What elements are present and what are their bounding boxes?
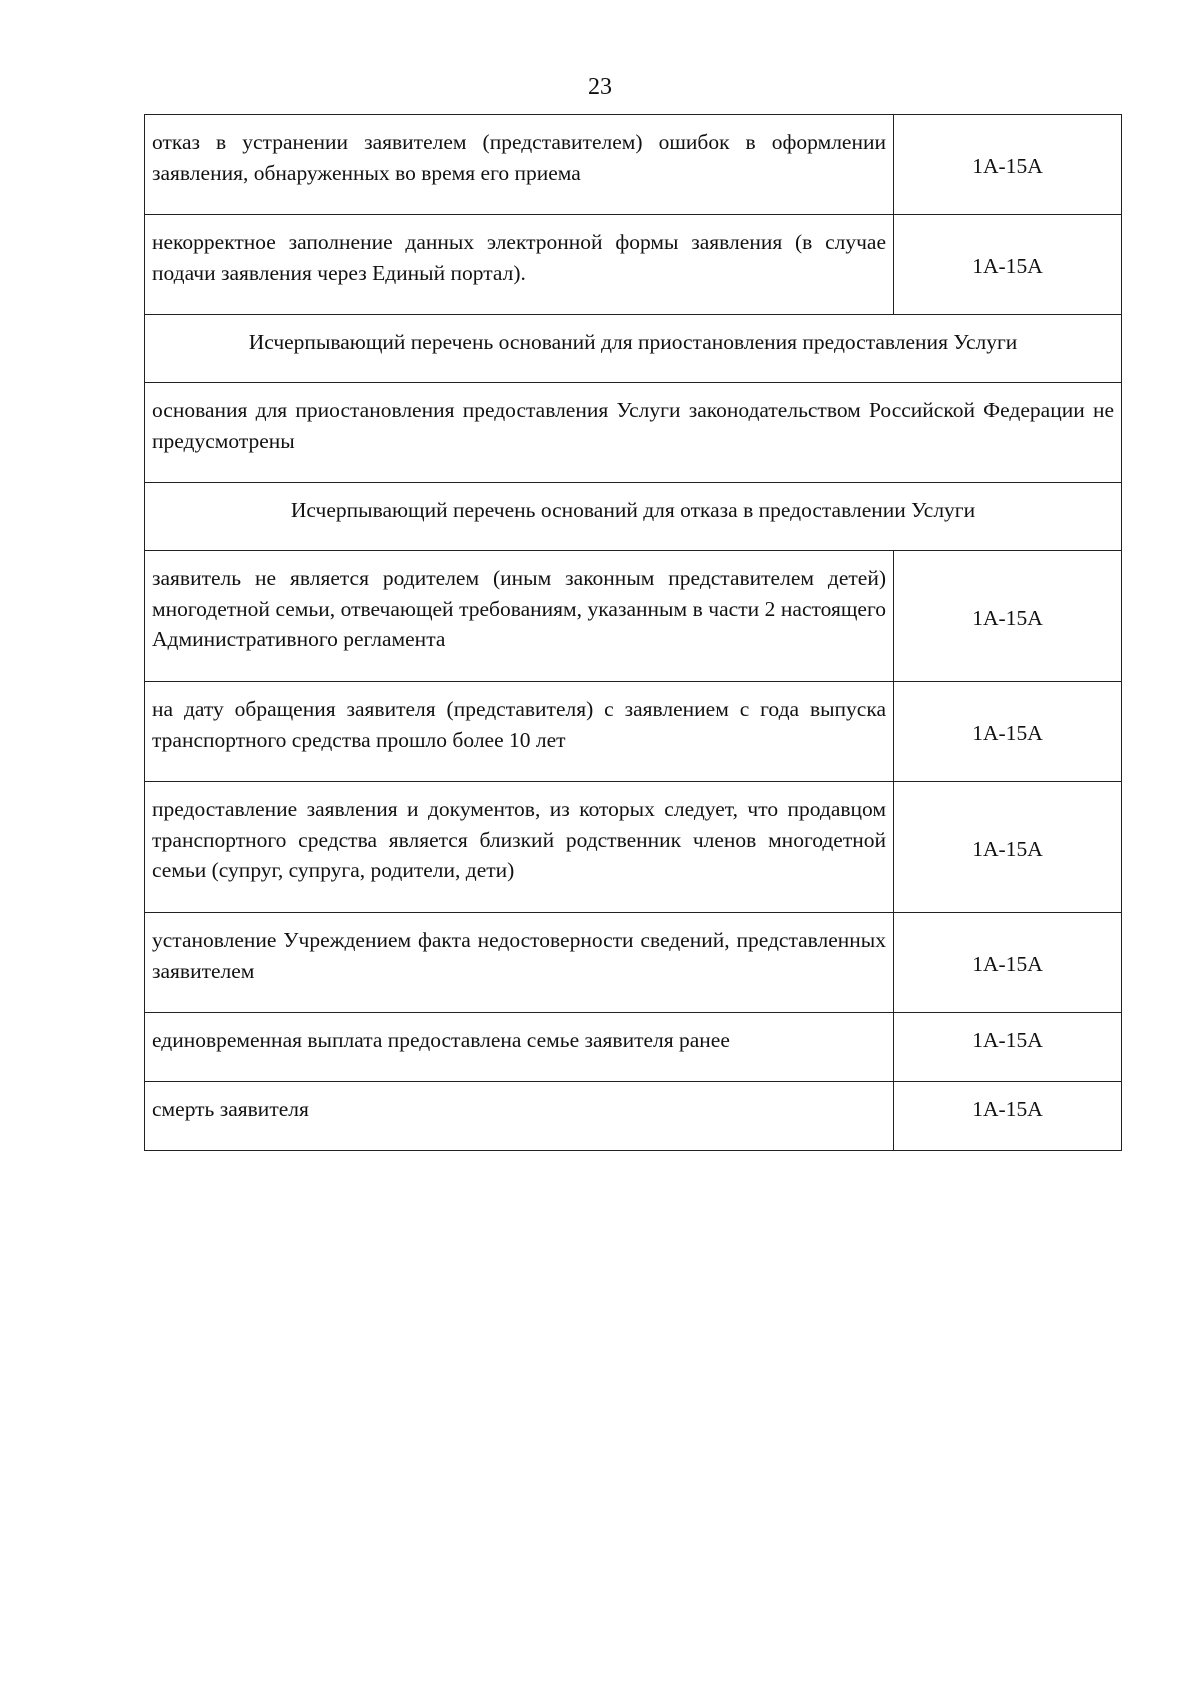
table-row [145, 1082, 1122, 1151]
code-cell: 1А-15А [894, 1082, 1122, 1151]
page-number: 23 [588, 74, 612, 100]
table-row [145, 115, 1122, 215]
code-cell: 1А-15А [894, 913, 1122, 1013]
reason-cell: смерть заявителя [145, 1082, 894, 1151]
table-row [145, 913, 1122, 1013]
table-row [145, 383, 1122, 483]
reason-cell: на дату обращения заявителя (представителя) с заявлением с года выпуска транспортного средства прошло более 10 лет [145, 682, 894, 782]
code-cell: 1А-15А [894, 782, 1122, 913]
reason-cell: предоставление заявления и документов, из которых следует, что продавцом транспортного средства является близкий родственник членов многодетной семьи (супруг, супруга, родители, дети) [145, 782, 894, 913]
reason-cell: некорректное заполнение данных электронной формы заявления (в случае подачи заявления через Единый портал). [145, 215, 894, 315]
table-row [145, 682, 1122, 782]
section-header-row [145, 315, 1122, 383]
reason-cell: единовременная выплата предоставлена семье заявителя ранее [145, 1013, 894, 1082]
code-cell: 1А-15А [894, 551, 1122, 682]
table-row [145, 1013, 1122, 1082]
grounds-table [144, 114, 1122, 1151]
section-heading-suspension: Исчерпывающий перечень оснований для приостановления предоставления Услуги [145, 315, 1122, 383]
table-row [145, 215, 1122, 315]
table-row [145, 551, 1122, 682]
code-cell: 1А-15А [894, 682, 1122, 782]
section-heading-refusal: Исчерпывающий перечень оснований для отказа в предоставлении Услуги [145, 483, 1122, 551]
reason-cell: заявитель не является родителем (иным законным представителем детей) многодетной семьи, отвечающей требованиям, указанным в части 2 настоящего Административного регламента [145, 551, 894, 682]
section-header-row [145, 483, 1122, 551]
table-row [145, 782, 1122, 913]
suspension-note-cell: основания для приостановления предоставления Услуги законодательством Российской Федерации не предусмотрены [145, 383, 1122, 483]
code-cell: 1А-15А [894, 1013, 1122, 1082]
code-cell: 1А-15А [894, 115, 1122, 215]
code-cell: 1А-15А [894, 215, 1122, 315]
reason-cell: установление Учреждением факта недостоверности сведений, представленных заявителем [145, 913, 894, 1013]
reason-cell: отказ в устранении заявителем (представителем) ошибок в оформлении заявления, обнаруженных во время его приема [145, 115, 894, 215]
